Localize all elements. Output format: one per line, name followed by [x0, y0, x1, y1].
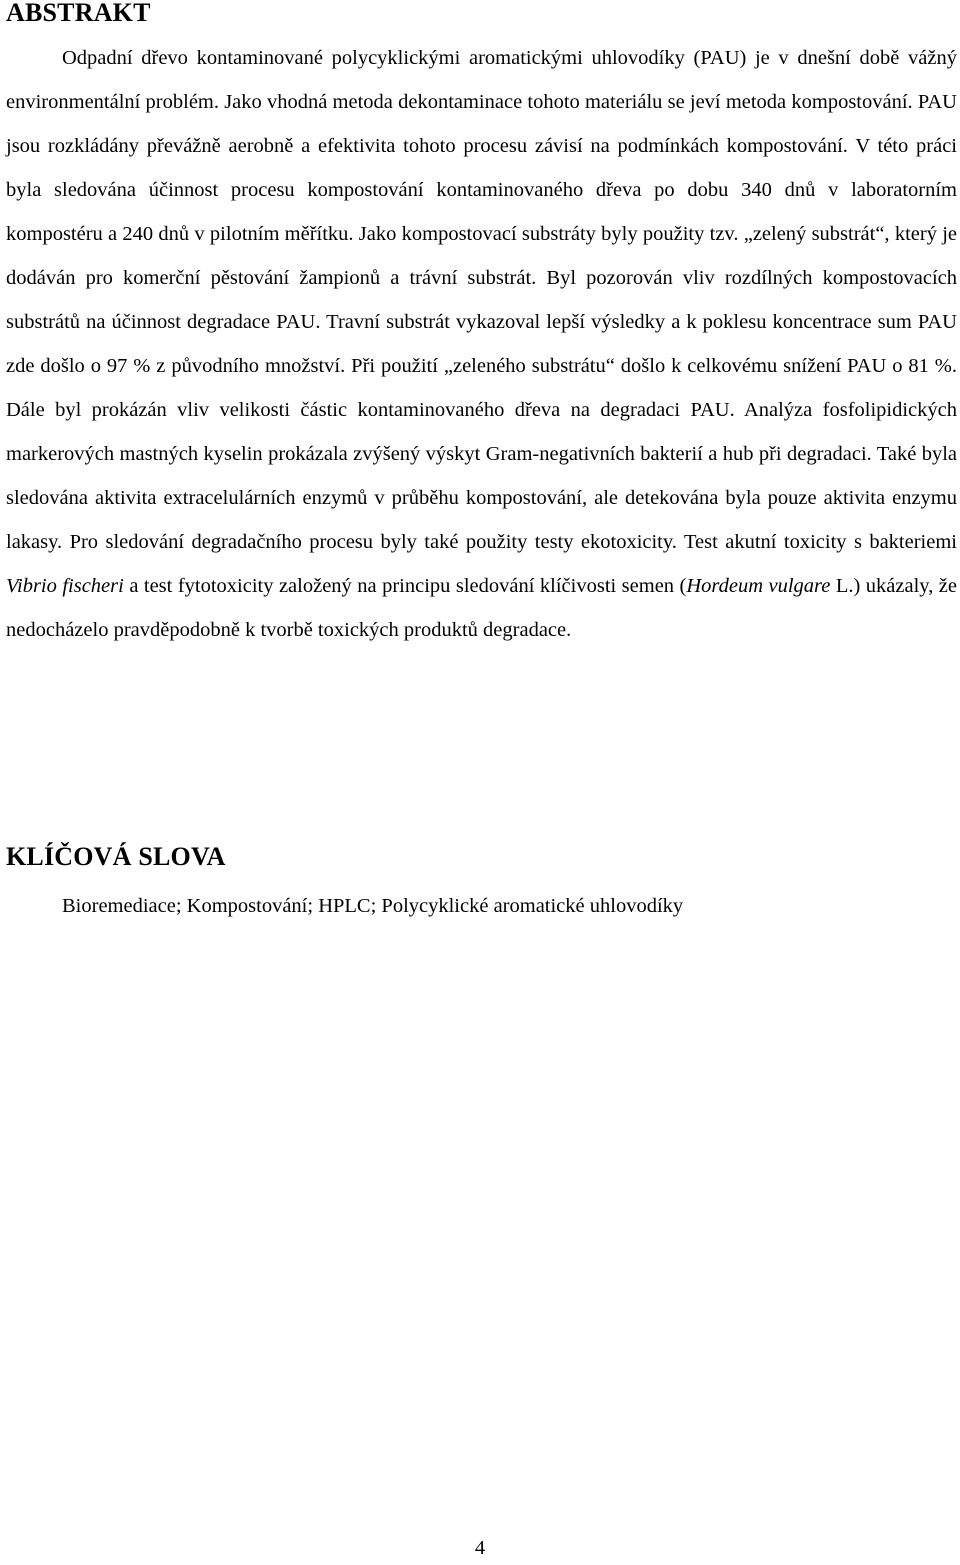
abstract-heading: ABSTRAKT	[6, 0, 151, 27]
abstract-text-part-2: a test fytotoxicity založený na principu sledování klíčivosti semen (	[123, 575, 687, 597]
abstract-paragraph	[6, 36, 957, 652]
keywords-heading: KLÍČOVÁ SLOVA	[6, 842, 226, 871]
species-name-vibrio: Vibrio fischeri	[6, 575, 124, 597]
abstract-text-part-1: Odpadní dřevo kontaminované polycyklickými aromatickými uhlovodíky (PAU) je v dnešní době vážný environmentální problém. Jako vhodná metoda dekontaminace tohoto materiálu se jeví metoda kompostování. PAU jsou rozkládány převážně aerobně a efektivita tohoto procesu závisí na podmínkách kompostování. V této práci byla sledována účinnost procesu kompostování kontaminovaného dřeva po dobu 340 dnů v laboratorním kompostéru a 240 dnů v pilotním měřítku. Jako kompostovací substráty byly použity tzv. „zelený substrát“, který je dodáván pro komerční pěstování žampionů a trávní substrát. Byl pozorován vliv rozdílných kompostovacích substrátů na účinnost degradace PAU. Travní substrát vykazoval lepší výsledky a k poklesu koncentrace sum PAU zde došlo o 97 % z původního množství. Při použití „zeleného substrátu“ došlo k celkovému snížení PAU o 81 %. Dále byl prokázán vliv velikosti částic kontaminovaného dřeva na degradaci PAU. Analýza fosfolipidických markerových mastných kyselin prokázala zvýšený výskyt Gram-negativních bakterií a hub při degradaci. Také byla sledována aktivita extracelulárních enzymů v průběhu kompostování, ale detekována byla pouze aktivita enzymu lakasy. Pro sledování degradačního procesu byly také použity testy ekotoxicity. Test akutní toxicity s bakteriemi	[6, 47, 957, 553]
page-number: 4	[474, 1537, 486, 1559]
abstract-text-part-3: L.) ukázaly, že nedocházelo pravděpodobně k tvorbě toxických produktů degradace.	[6, 575, 957, 641]
keywords-list: Bioremediace; Kompostování; HPLC; Polycyklické aromatické uhlovodíky	[62, 895, 684, 917]
species-name-hordeum: Hordeum vulgare	[686, 575, 831, 597]
